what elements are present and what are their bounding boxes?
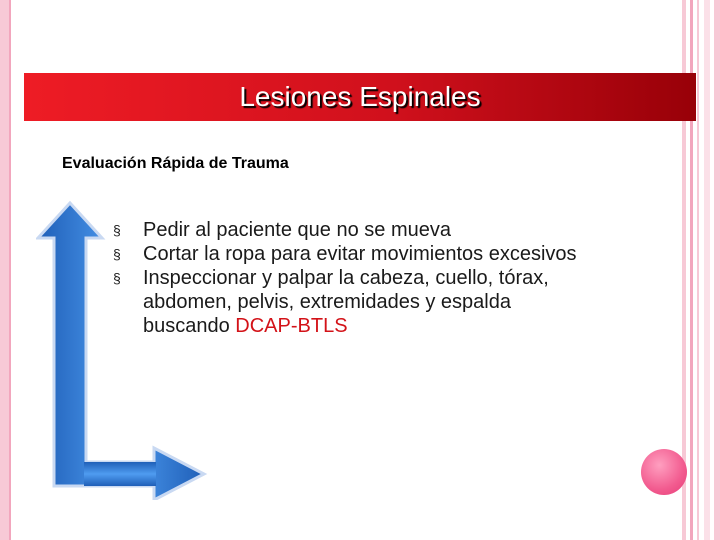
list-item: § Inspeccionar y palpar la cabeza, cuello, tórax, abdomen, pelvis, extremidades y espalda buscando DCAP-BTLS (113, 267, 549, 337)
list-item: § Cortar la ropa para evitar movimientos excesivos (113, 243, 577, 265)
square-bullet-icon: § (113, 222, 121, 238)
list-item: § Pedir al paciente que no se mueva (113, 219, 451, 241)
square-bullet-icon: § (113, 270, 121, 286)
slide-subtitle: Evaluación Rápida de Trauma (62, 155, 289, 172)
dcap-btls-highlight: DCAP-BTLS (235, 315, 348, 337)
square-bullet-icon: § (113, 246, 121, 262)
slide-title: Lesiones Espinales (239, 81, 481, 112)
left-decorative-border (0, 0, 9, 540)
bullet-list (113, 218, 593, 338)
title-bar (24, 73, 696, 121)
decorative-pink-circle (641, 449, 687, 495)
